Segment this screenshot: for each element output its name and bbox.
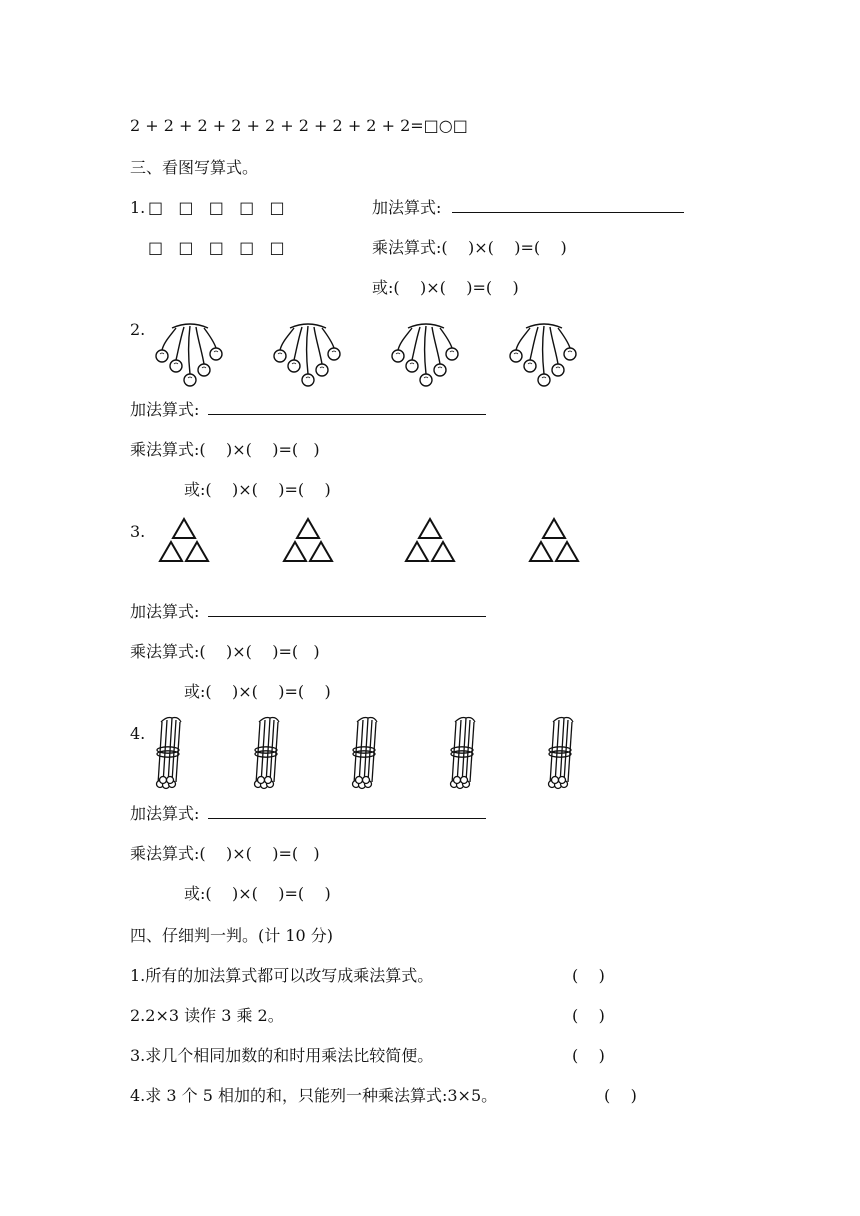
q1-number: 1. [130,198,146,217]
q3-number: 3. [130,522,146,541]
stick-bundle-icon [250,714,284,790]
stick-bundle-icon [446,714,480,790]
q2-cherry-group-1 [150,318,230,394]
q4-number: 4. [130,724,146,743]
q4-stick-bundle-5 [544,714,578,794]
q2-or-line: 或:( )×( )=( ) [184,480,331,499]
q2-add-label: 加法算式: [130,400,200,419]
triangle-group-icon [156,516,212,564]
q3-mul-line: 乘法算式:( )×( )=( ) [130,642,320,661]
q1-or-line: 或:( )×( )=( ) [372,278,519,297]
q3-add-label: 加法算式: [130,602,200,621]
judge-item-4-bracket[interactable]: ( ) [604,1086,637,1105]
section3-heading: 三、看图写算式。 [130,158,259,177]
triangle-group-icon [526,516,582,564]
q2-number: 2. [130,320,146,339]
cherry-bunch-icon [150,318,230,390]
q2-mul-line: 乘法算式:( )×( )=( ) [130,440,320,459]
judge-item-3-bracket[interactable]: ( ) [572,1046,605,1065]
q4-stick-bundle-3 [348,714,382,794]
judge-item-2-text: 2.2×3 读作 3 乘 2。 [130,1006,284,1025]
q3-triangle-group-2 [280,516,336,568]
q3-or-line: 或:( )×( )=( ) [184,682,331,701]
section4-heading: 四、仔细判一判。(计 10 分) [130,926,334,945]
q4-add-answer-line[interactable] [208,818,486,819]
q3-add-answer-line[interactable] [208,616,486,617]
q4-mul-line: 乘法算式:( )×( )=( ) [130,844,320,863]
stick-bundle-icon [152,714,186,790]
q4-add-label: 加法算式: [130,804,200,823]
top-equation: 2 + 2 + 2 + 2 + 2 + 2 + 2 + 2 + 2=□○□ [130,116,468,135]
q3-triangle-group-3 [402,516,458,568]
q1-mul-line: 乘法算式:( )×( )=( ) [372,238,567,257]
cherry-bunch-icon [268,318,348,390]
q2-add-answer-line[interactable] [208,414,486,415]
cherry-bunch-icon [386,318,466,390]
judge-item-3-text: 3.求几个相同加数的和时用乘法比较简便。 [130,1046,434,1065]
q1-add-answer-line[interactable] [452,212,684,213]
triangle-group-icon [402,516,458,564]
q2-cherry-group-2 [268,318,348,394]
q1-add-label: 加法算式: [372,198,442,217]
triangle-group-icon [280,516,336,564]
cherry-bunch-icon [504,318,584,390]
q4-stick-bundle-2 [250,714,284,794]
q4-stick-bundle-4 [446,714,480,794]
q4-stick-bundle-1 [152,714,186,794]
judge-item-2-bracket[interactable]: ( ) [572,1006,605,1025]
judge-item-4-text: 4.求 3 个 5 相加的和，只能列一种乘法算式:3×5。 [130,1086,498,1105]
q2-cherry-group-4 [504,318,584,394]
q1-squares-row1: □ □ □ □ □ [148,198,285,217]
q4-or-line: 或:( )×( )=( ) [184,884,331,903]
stick-bundle-icon [348,714,382,790]
q3-triangle-group-1 [156,516,212,568]
q3-triangle-group-4 [526,516,582,568]
judge-item-1-text: 1.所有的加法算式都可以改写成乘法算式。 [130,966,434,985]
judge-item-1-bracket[interactable]: ( ) [572,966,605,985]
q2-cherry-group-3 [386,318,466,394]
stick-bundle-icon [544,714,578,790]
q1-squares-row2: □ □ □ □ □ [148,238,285,257]
